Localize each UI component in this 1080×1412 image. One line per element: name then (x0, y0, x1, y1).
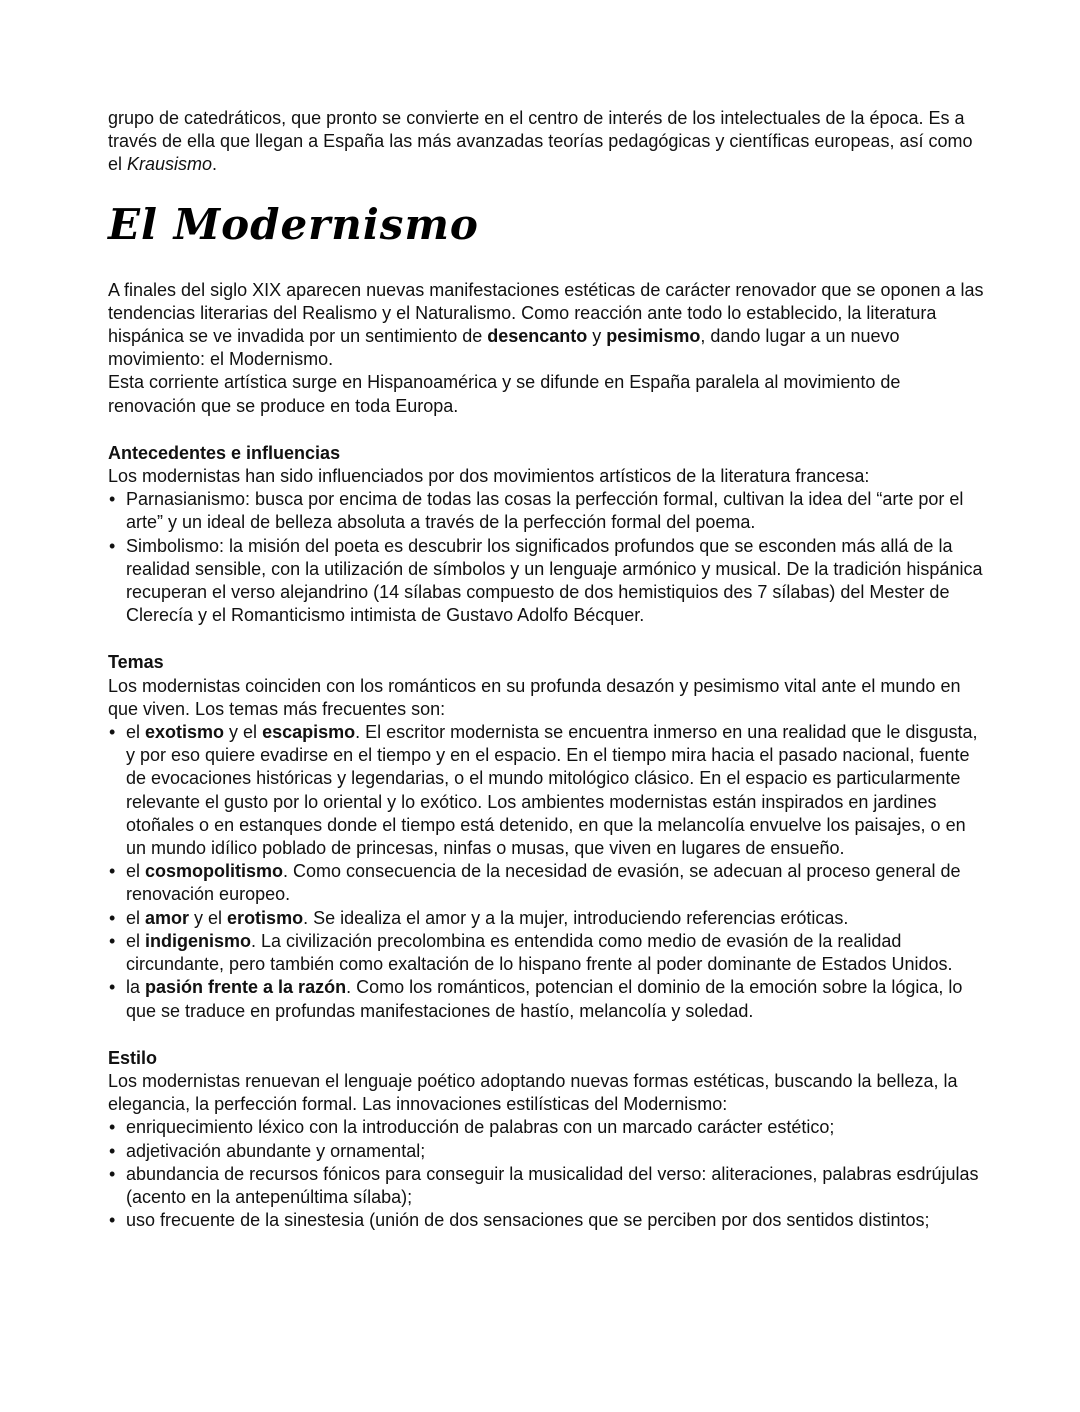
intro-text: grupo de catedráticos, que pronto se convierte en el centro de interés de los intelectuales de la época. Es a través de ella que llegan a España las más avanzadas teorías pedagógicas y científicas europeas, así como el (108, 108, 973, 175)
list-item-adjetivacion: • adjetivación abundante y ornamental; (108, 1140, 988, 1163)
opening-paragraph-2: Esta corriente artística surge en Hispanoamérica y se difunde en España paralela al movimiento de renovación que se produce en toda Europa. (108, 372, 901, 416)
intro-paragraph (108, 107, 988, 177)
item-text: el (126, 930, 146, 951)
item-text: el (126, 722, 146, 743)
list-item-pasion (108, 976, 988, 1022)
bold-pesimismo: pesimismo (606, 326, 701, 347)
temas-list (108, 721, 988, 1023)
list-item-simbolismo: • Simbolismo: la misión del poeta es descubrir los significados profundos que se esconden más allá de la realidad sensible, con la utilización de símbolos y un lenguaje armónico y musical. De la tradición hispánica recuperan el verso alejandrino (14 sílabas compuesto de dos hemistiquios des 7 sílabas) del Mester de Clerecía y el Romanticismo intimista de Gustavo Adolfo Bécquer. (108, 535, 988, 628)
item-text: el (126, 907, 146, 928)
bold-term: amor (145, 907, 190, 928)
opening-paragraph (108, 279, 988, 372)
antecedentes-list (108, 488, 988, 627)
bold-term: pasión frente a la razón (145, 977, 347, 998)
bold-term: exotismo (145, 722, 225, 743)
list-item-indigenismo (108, 930, 988, 976)
list-item-exotismo (108, 721, 988, 860)
antecedentes-lead: Los modernistas han sido influenciados por dos movimientos artísticos de la literatura francesa: (108, 466, 870, 487)
section-estilo (108, 1047, 988, 1233)
item-text: . La civilización precolombina es entendida como medio de evasión de la realidad circundante, pero también como exaltación de lo hispano frente al poder dominante de Estados Unidos. (126, 930, 953, 975)
section-heading-antecedentes: Antecedentes e influencias (108, 442, 341, 463)
section-heading-estilo: Estilo (108, 1047, 158, 1068)
item-text: . Como los románticos, potencian el dominio de la emoción sobre la lógica, lo que se traduce en profundas manifestaciones de hastío, melancolía y soledad. (126, 977, 963, 1021)
opening-text: A finales del siglo XIX aparecen nuevas manifestaciones estéticas de carácter renovador que se oponen a las tendencias literarias del Realismo y el Naturalismo. Como reacción ante todo lo establecido, la literatura hispánica se ve invadida por un sentimiento de (108, 279, 984, 347)
section-heading-temas: Temas (108, 652, 164, 673)
page-title: El Modernismo (108, 199, 479, 249)
bold-term: indigenismo (145, 930, 252, 951)
bold-term: cosmopolitismo (145, 861, 284, 882)
list-item-recursos-fonicos: • abundancia de recursos fónicos para conseguir la musicalidad del verso: aliteraciones, palabras esdrújulas (acento en la antepenúltima sílaba); (108, 1163, 988, 1209)
item-text: la (126, 977, 146, 998)
item-text: . Se idealiza el amor y a la mujer, introduciendo referencias eróticas. (303, 907, 849, 928)
estilo-list (108, 1116, 988, 1232)
list-item-amor (108, 907, 988, 930)
section-temas (108, 651, 988, 1022)
list-item-sinestesia: • uso frecuente de la sinestesia (unión de dos sensaciones que se perciben por dos sentidos distintos; (108, 1209, 988, 1232)
intro-italic-term: Krausismo (127, 154, 213, 175)
estilo-lead: Los modernistas renuevan el lenguaje poético adoptando nuevas formas estéticas, buscando la belleza, la elegancia, la perfección formal. Las innovaciones estilísticas del Modernismo: (108, 1070, 958, 1115)
item-text: y el (189, 907, 228, 928)
bold-desencanto: desencanto (487, 326, 588, 347)
item-text: . El escritor modernista se encuentra inmerso en una realidad que le disgusta, y por eso quiere evadirse en el tiempo y en el espacio. En el tiempo mira hacia el pasado nacional, fuente de evocaciones históricas y legendarias, o el mundo mitológico clásico. En el espacio es particularmente relevante el gusto por lo oriental y lo exótico. Los ambientes modernistas están inspirados en jardines otoñales o en estanques donde el tiempo está detenido, en que la melancolía envuelve los paisajes, o en un mundo idílico poblado de princesas, ninfas o musas, que viven en lugares de ensueño. (126, 722, 978, 859)
item-text: y el (224, 722, 263, 743)
opening-text-end: , dando lugar a un nuevo movimiento: el Modernismo. (108, 326, 900, 370)
list-item-parnasianismo: • Parnasianismo: busca por encima de todas las cosas la perfección formal, cultivan la idea del “arte por el arte” y un ideal de belleza absoluta a través de la perfección formal del poema. (108, 488, 988, 534)
list-item-lexico: • enriquecimiento léxico con la introducción de palabras con un marcado carácter estético; (108, 1116, 988, 1139)
intro-end: . (212, 154, 218, 175)
document-page (108, 107, 988, 1232)
bold-term: erotismo (227, 907, 304, 928)
bold-term: escapismo (262, 722, 356, 743)
item-text: . Como consecuencia de la necesidad de evasión, se adecuan al proceso general de renovación europeo. (126, 861, 961, 905)
list-item-cosmopolitismo (108, 860, 988, 906)
section-antecedentes (108, 442, 988, 628)
opening-connector: y (587, 326, 607, 347)
temas-lead: Los modernistas coinciden con los románticos en su profunda desazón y pesimismo vital ante el mundo en que viven. Los temas más frecuentes son: (108, 675, 961, 719)
item-text: el (126, 861, 146, 882)
